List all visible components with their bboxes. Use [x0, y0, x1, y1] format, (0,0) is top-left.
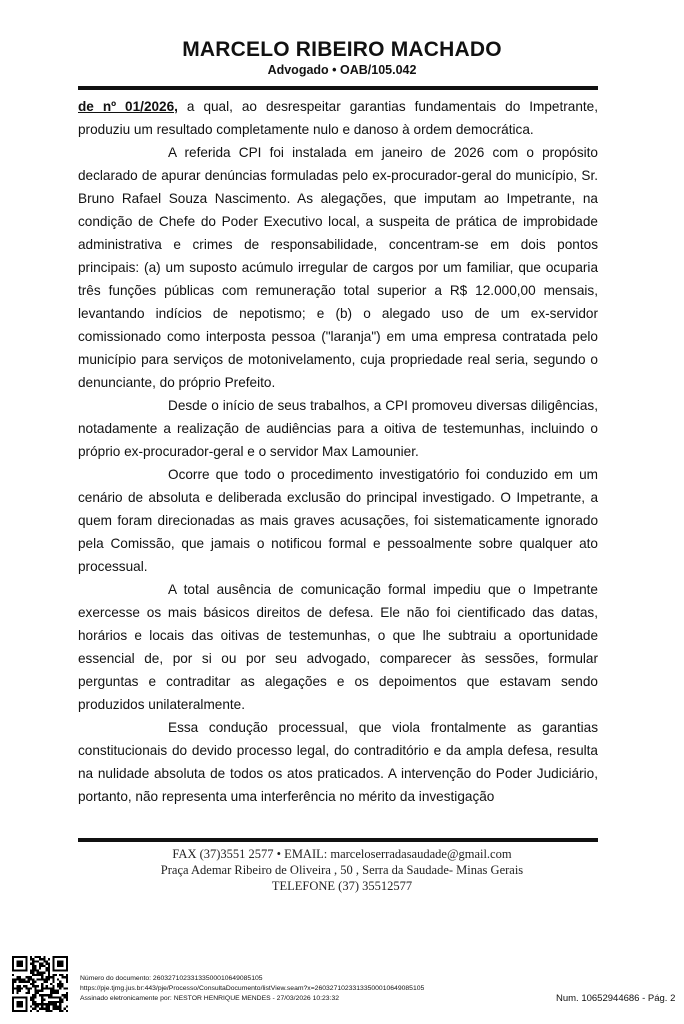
paragraph-5: A total ausência de comunicação formal impediu que o Impetrante exercesse os mais básicos direitos de defesa. Ele não foi cientificado das datas, horários e locais das oitivas de testemunhas, o que lhe subtraiu a oportunidade essencial de, por si ou por seu advogado, comparecer às sessões, formular perguntas e contraditar as alegações e os depoimentos que estavam sendo produzidos unilateralmente. [78, 582, 598, 712]
document-body [78, 95, 598, 808]
footer-fax-email: FAX (37)3551 2577 • EMAIL: marceloserradasaudade@gmail.com [172, 847, 512, 861]
document-reference: de nº 01/2026, [78, 99, 178, 114]
qr-code-icon [12, 956, 68, 1012]
document-number: Número do documento: 26032710233133500010649085105 [80, 975, 263, 982]
lawyer-name: MARCELO RIBEIRO MACHADO [182, 38, 502, 61]
footer-divider [78, 838, 598, 840]
paragraph-3: Desde o início de seus trabalhos, a CPI promoveu diversas diligências, notadamente a realização de audiências para a oitiva de testemunhas, incluindo o próprio ex-procurador-geral e o servidor Max Lamounier. [78, 398, 598, 459]
electronic-signature-info [80, 974, 424, 1004]
paragraph-6: Essa condução processual, que viola frontalmente as garantias constitucionais do devido processo legal, do contraditório e da ampla defesa, resulta na nulidade absoluta de todos os atos praticados. A intervenção do Poder Judiciário, portanto, não representa uma interferência no mérito da investigação [78, 720, 598, 804]
paragraph-1-text: a qual, ao desrespeitar garantias fundamentais do Impetrante, produziu um resultado completamente nulo e danoso à ordem democrática. [78, 99, 598, 137]
letterhead [0, 38, 684, 78]
paragraph-4: Ocorre que todo o procedimento investigatório foi conduzido em um cenário de absoluta e deliberada exclusão do principal investigado. O Impetrante, a quem foram direcionadas as mais graves acusações, foi sistematicamente ignorado pela Comissão, que jamais o notificou formal e pessoalmente sobre qualquer ato processual. [78, 467, 598, 574]
paragraph-2: A referida CPI foi instalada em janeiro de 2026 com o propósito declarado de apurar denúncias formuladas pelo ex-procurador-geral do município, Sr. Bruno Rafael Souza Nascimento. As alegações, que imputam ao Impetrante, na condição de Chefe do Poder Executivo local, a suspeita de prática de improbidade administrativa e crimes de responsabilidade, concentram-se em dois pontos principais: (a) um suposto acúmulo irregular de cargos por um familiar, que ocuparia três funções públicas com remuneração total superior a R$ 12.000,00 mensais, levantando indícios de nepotismo; e (b) o alegado uso de um ex-servidor comissionado como interposta pessoa ("laranja") em uma empresa contratada pelo município para serviços de motonivelamento, cuja propriedade real seria, segundo o denunciante, do próprio Prefeito. [78, 145, 598, 390]
paragraph-1 [78, 95, 598, 141]
footer-address: Praça Ademar Ribeiro de Oliveira , 50 , Serra da Saudade- Minas Gerais [160, 863, 524, 877]
page-number: Num. 10652944686 - Pág. 2 [556, 993, 676, 1004]
header-divider [78, 86, 598, 88]
signature-line: Assinado eletronicamente por: NESTOR HENRIQUE MENDES - 27/03/2026 10:23:32 [80, 995, 340, 1002]
letterhead-footer [0, 846, 684, 894]
footer-phone: TELEFONE (37) 35512577 [271, 879, 413, 893]
lawyer-credentials: Advogado • OAB/105.042 [267, 63, 417, 77]
document-url: https://pje.tjmg.jus.br:443/pje/Processo/ConsultaDocumento/listView.seam?x=26032710233133500010649085105 [80, 985, 425, 992]
